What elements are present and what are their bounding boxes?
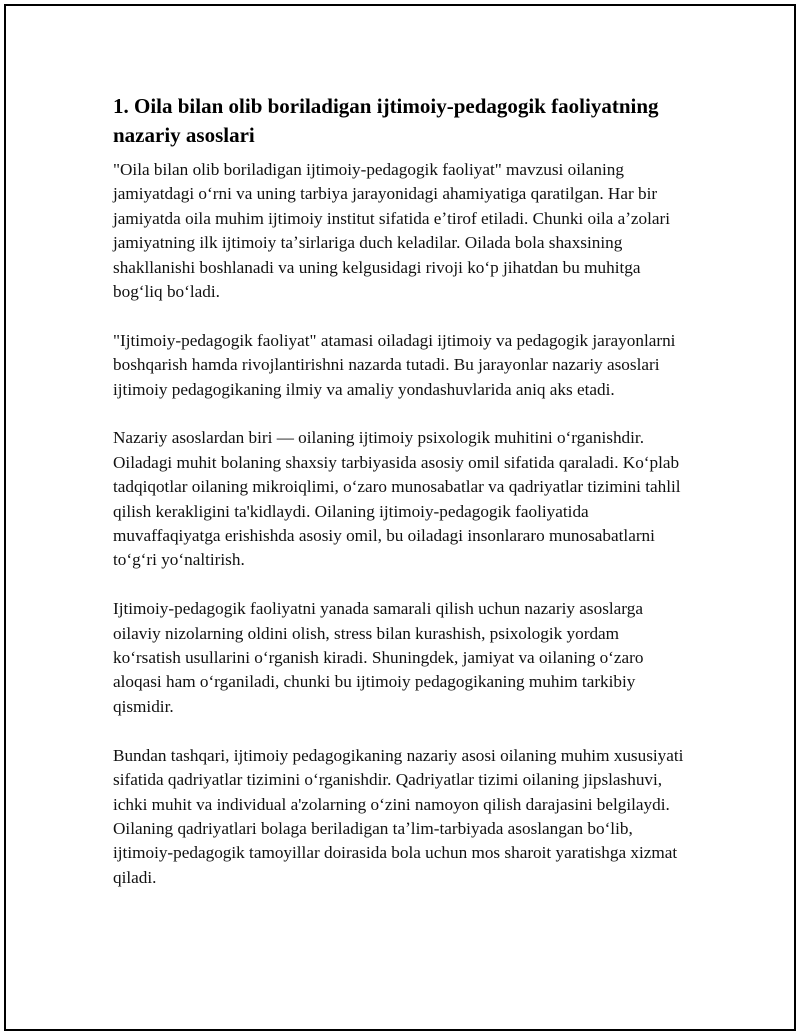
paragraph-5: Bundan tashqari, ijtimoiy pedagogikaning nazariy asosi oilaning muhim xususiyati sifatida qadriyatlar tizimini oʻrganishdir. Qadriyatlar tizimi oilaning jipslashuvi, ichki muhit va individual a'zolarning oʻzini namoyon qilish darajasini belgilaydi. Oilaning qadriyatlari bolaga beriladigan taʼlim-tarbiyada asoslangan boʻlib, ijtimoiy-pedagogik tamoyillar doirasida bola uchun mos sharoit yaratishga xizmat qiladi. [113,745,684,887]
paragraph-3: Nazariy asoslardan biri — oilaning ijtimoiy psixologik muhitini oʻrganishdir. Oiladagi muhit bolaning shaxsiy tarbiyasida asosiy omil sifatida qaraladi. Koʻplab tadqiqotlar oilaning mikroiqlimi, oʻzaro munosabatlar va qadriyatlar tizimini tahlil qilish kerakligini ta'kidlaydi. Oilaning ijtimoiy-pedagogik faoliyatida muvaffaqiyatga erishishda asosiy omil, bu oiladagi insonlararo munosabatlarni toʻgʻri yoʻnaltirish. [113,428,681,570]
section-heading: 1. Oila bilan olib boriladigan ijtimoiy-pedagogik faoliyatning nazariy asoslari [113,94,659,147]
paragraph-1: "Oila bilan olib boriladigan ijtimoiy-pedagogik faoliyat" mavzusi oilaning jamiyatdagi oʻrni va uning tarbiya jarayonidagi ahamiyatiga qaratilgan. Har bir jamiyatda oila muhim ijtimoiy institut sifatida eʼtirof etiladi. Chunki oila aʼzolari jamiyatning ilk ijtimoiy taʼsirlariga duch keladilar. Oilada bola shaxsining shakllanishi boshlanadi va uning kelgusidagi rivoji koʻp jihatdan bu muhitga bogʻliq boʻladi. [113,160,671,302]
paragraph-2: "Ijtimoiy-pedagogik faoliyat" atamasi oiladagi ijtimoiy va pedagogik jarayonlarni boshqarish hamda rivojlantirishni nazarda tutadi. Bu jarayonlar nazariy asoslari ijtimoiy pedagogikaning ilmiy va amaliy yondashuvlarida aniq aks etadi. [113,330,676,399]
document-body [113,92,688,915]
paragraph-4: Ijtimoiy-pedagogik faoliyatni yanada samarali qilish uchun nazariy asoslarga oilaviy nizolarning oldini olish, stress bilan kurashish, psixologik yordam koʻrsatish usullarini oʻrganish kiradi. Shuningdek, jamiyat va oilaning oʻzaro aloqasi ham oʻrganiladi, chunki bu ijtimoiy pedagogikaning muhim tarkibiy qismidir. [113,599,644,716]
